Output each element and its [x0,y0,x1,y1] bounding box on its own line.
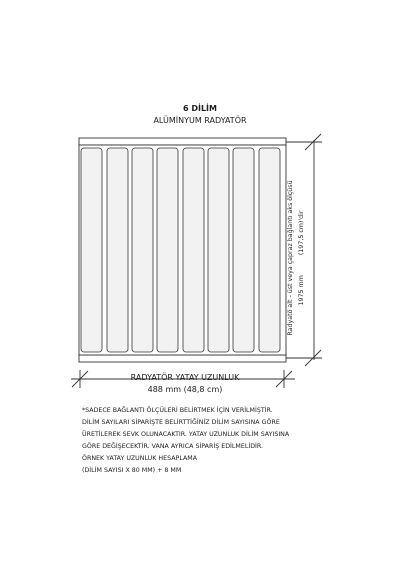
note-line: DİLİM SAYILARI SİPARİŞTE BELİRTTİĞİNİZ DİLİM SAYISINA GÖRE [82,419,280,426]
bottom-header-bar [79,355,286,362]
vertical-label-line1: Radyatö alt - üst veya çapraz bağlantı aks ölçüsü [287,180,294,336]
note-line: ÖRNEK YATAY UZUNLUK HESAPLAMA [82,455,198,462]
top-header-bar [79,138,286,145]
section-5 [183,148,204,352]
section-1 [81,148,102,352]
note-line: (DİLİM SAYISI X 80 MM) + 8 MM [82,467,182,474]
section-3 [132,148,153,352]
horizontal-dimension-value: 488 mm (48,8 cm) [147,385,223,394]
vertical-label-line2: 1975 mm (197,5 cm)'dir [298,210,305,306]
section-4 [157,148,178,352]
note-line: ÜRETİLEREK SEVK OLUNACAKTIR. YATAY UZUNLUK DİLİM SAYISINA [82,431,290,438]
notes-block [82,405,382,477]
diagram-title: 6 DİLİM [182,104,217,113]
note-line: GÖRE DEĞİŞECEKTİR. VANA AYRICA SİPARİŞ EDİLMELİDİR. [82,443,264,450]
section-6 [208,148,229,352]
section-7 [233,148,254,352]
section-2 [107,148,128,352]
note-line: *SADECE BAĞLANTI ÖLÇÜLERİ BELİRTMEK İÇİN VERİLMİŞTİR. [82,407,273,414]
diagram-subtitle: ALÜMİNYUM RADYATÖR [153,116,247,125]
section-8 [259,148,280,352]
horizontal-dimension-label: RADYATÖR YATAY UZUNLUK [130,373,240,382]
